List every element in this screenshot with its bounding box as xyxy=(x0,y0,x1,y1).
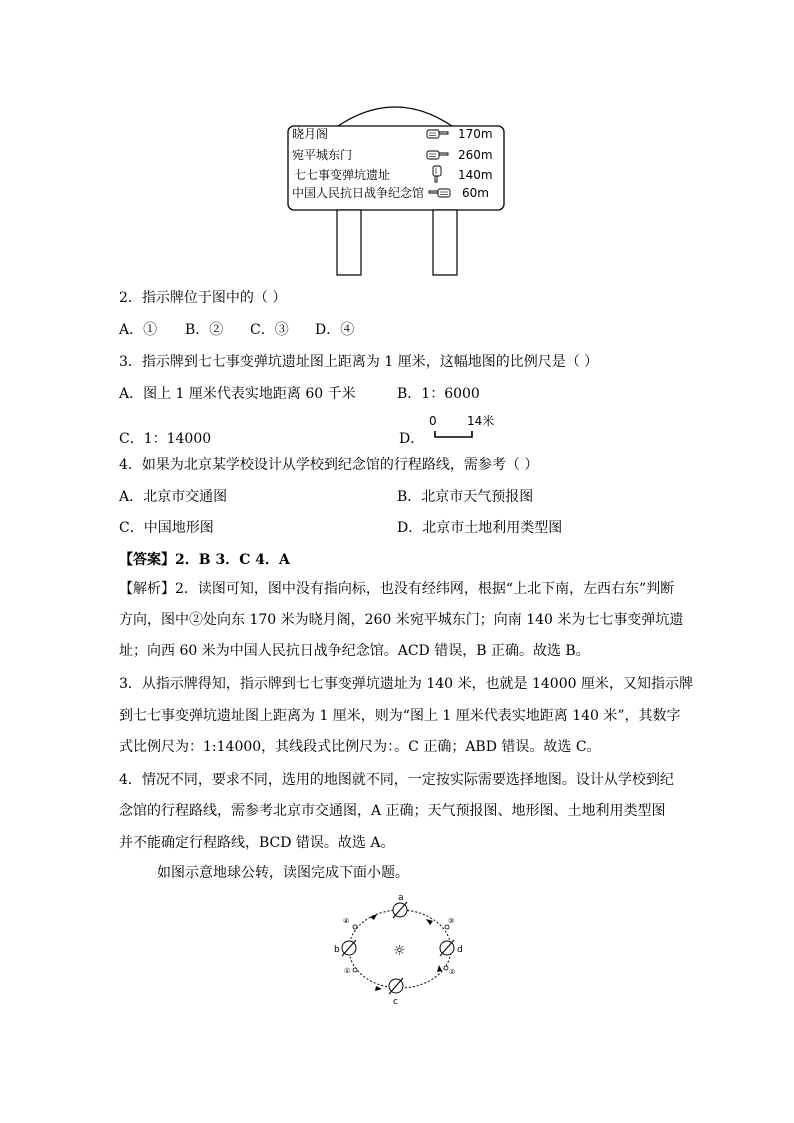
analysis-line: 到七七事变弹坑遗址图上距离为 1 厘米，则为“图上 1 厘米代表实地距离 140 米”，其数字 xyxy=(119,708,681,724)
earth-revolution-diagram xyxy=(330,890,470,1008)
analysis-line: 念馆的行程路线，需参考北京市交通图，A 正确；天气预报图、地形图、土地利用类型图 xyxy=(119,803,666,819)
analysis-line: 址；向西 60 米为中国人民抗日战争纪念馆。ACD 错误，B 正确。故选 B。 xyxy=(119,643,590,659)
marker-label-4: ④ xyxy=(343,917,350,925)
sign-row-distance: 140m xyxy=(458,168,493,182)
earth-position-c xyxy=(389,978,403,994)
question-3-stem: 3．指示牌到七七事变弹坑遗址图上距离为 1 厘米，这幅地图的比例尺是（ ） xyxy=(119,354,599,370)
orbit-arrow-icon xyxy=(370,914,377,920)
direction-sign-figure xyxy=(280,100,510,278)
sign-post-right xyxy=(433,210,457,275)
analysis-line: 方向，图中②处向东 170 米为晓月阁，260 米宛平城东门；向南 140 米为七七事变弹坑遗 xyxy=(119,612,684,628)
sign-row-place: 中国人民抗日战争纪念馆 xyxy=(292,186,425,200)
scale-bar-distance-label: 14米 xyxy=(467,414,495,428)
q4-option-b: B．北京市天气预报图 xyxy=(397,489,534,505)
marker-label-2: ② xyxy=(449,968,456,976)
orbit-arrow-icon xyxy=(426,919,433,925)
question-4-stem: 4．如果为北京某学校设计从学校到纪念馆的行程路线，需参考（ ） xyxy=(119,457,539,473)
position-marker xyxy=(444,966,448,970)
analysis-line: 并不能确定行程路线，BCD 错误。故选 A。 xyxy=(119,835,395,851)
position-label-d: d xyxy=(457,945,463,955)
q4-option-c: C．中国地形图 xyxy=(119,520,214,536)
earth-position-b xyxy=(342,940,356,956)
scale-bar-zero-label: 0 xyxy=(429,414,437,428)
scale-bar-figure xyxy=(425,412,505,442)
sign-post-left xyxy=(337,210,361,275)
q4-option-a: A．北京市交通图 xyxy=(119,489,228,505)
position-marker xyxy=(353,968,357,972)
q4-option-d: D．北京市土地利用类型图 xyxy=(397,520,563,536)
sign-row-place: 宛平城东门 xyxy=(292,148,353,162)
section-intro: 如图示意地球公转，读图完成下面小题。 xyxy=(157,865,409,881)
orbit-arrow-icon xyxy=(375,986,382,991)
q2-option-a: A．① xyxy=(119,322,158,338)
q3-option-b: B．1：6000 xyxy=(397,386,480,402)
scale-bar-line xyxy=(435,431,472,437)
q3-option-a: A．图上 1 厘米代表实地距离 60 千米 xyxy=(119,386,356,402)
answer-line: 【答案】2．B 3．C 4．A xyxy=(119,552,290,568)
q2-option-b: B．② xyxy=(185,322,224,338)
position-label-a: a xyxy=(398,893,404,903)
question-2-stem: 2．指示牌位于图中的（ ） xyxy=(119,290,287,306)
position-label-b: b xyxy=(334,945,340,955)
position-marker xyxy=(353,925,357,929)
analysis-line: 式比例尺为：1:14000，其线段式比例尺为：。C 正确；ABD 错误。故选 C。 xyxy=(119,739,601,755)
sign-row-place: 晓月阁 xyxy=(292,127,329,141)
position-marker xyxy=(445,925,449,929)
q3-option-c: C．1：14000 xyxy=(119,431,212,447)
sign-row-distance: 260m xyxy=(458,148,493,162)
analysis-line: 3．从指示牌得知，指示牌到七七事变弹坑遗址为 140 米，也就是 14000 厘米，又知指示牌 xyxy=(119,676,693,692)
position-label-c: c xyxy=(393,997,398,1007)
sun-icon: ☼ xyxy=(393,943,406,959)
earth-position-d xyxy=(440,940,454,956)
q3-option-d: D． xyxy=(399,431,425,447)
analysis-line: 【解析】2．读图可知，图中没有指向标，也没有经纬网，根据“上北下南，左西右东”判断 xyxy=(119,581,675,597)
orbit-arrow-icon xyxy=(437,965,442,972)
sign-row-place: 七七事变弹坑遗址 xyxy=(294,168,391,182)
marker-label-1: ① xyxy=(344,967,351,975)
q2-option-c: C．③ xyxy=(250,322,289,338)
earth-position-a xyxy=(393,902,407,918)
analysis-line: 4．情况不同，要求不同，选用的地图就不同，一定按实际需要选择地图。设计从学校到纪 xyxy=(119,772,674,788)
q2-option-d: D．④ xyxy=(315,322,355,338)
sign-row-distance: 170m xyxy=(458,127,493,141)
sign-row-distance: 60m xyxy=(462,186,489,200)
marker-label-3: ③ xyxy=(448,917,455,925)
